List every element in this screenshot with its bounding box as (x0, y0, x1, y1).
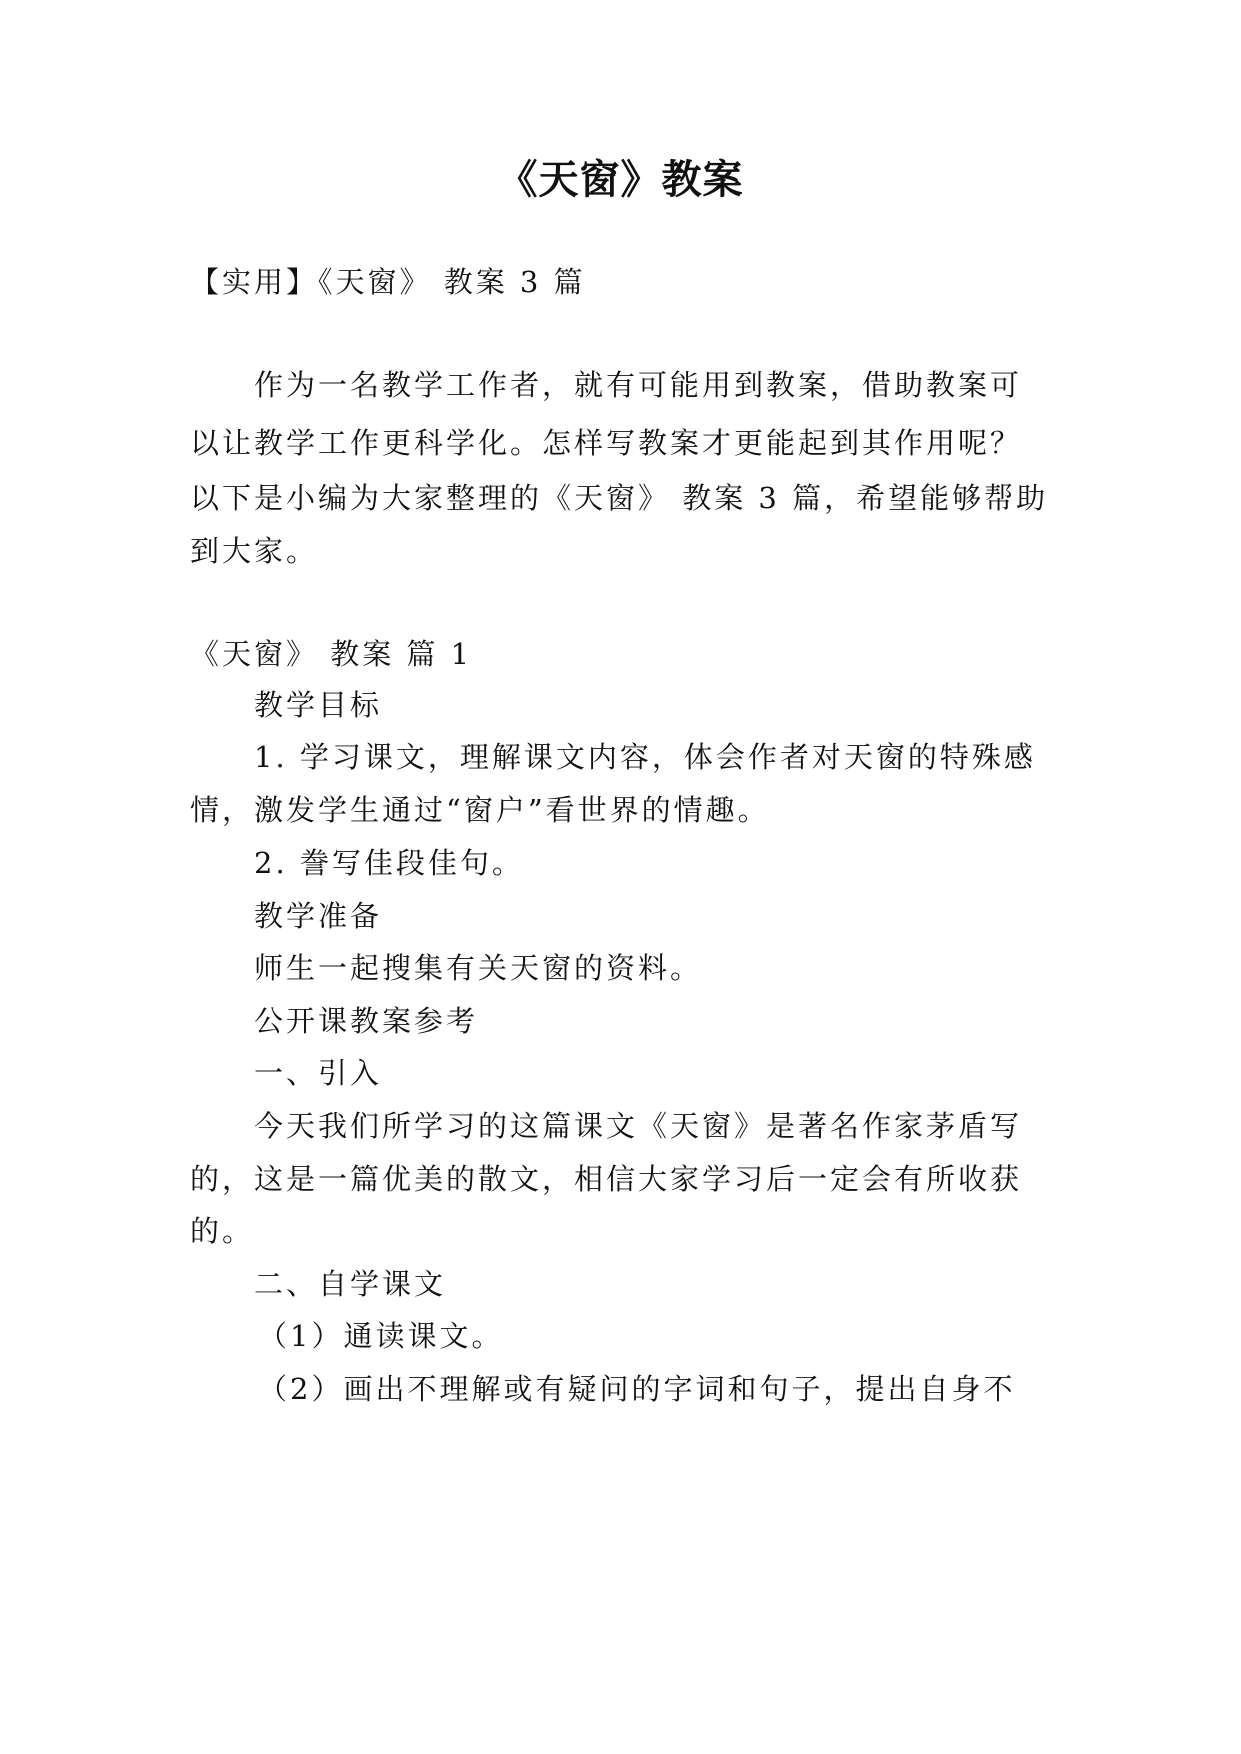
body-line-4: 2. 誊写佳段佳句。 (254, 846, 524, 880)
body-line-1: 教学目标 (254, 688, 383, 722)
body-line-12: 二、自学课文 (254, 1267, 447, 1301)
body-line-6: 师生一起搜集有关天窗的资料。 (254, 951, 703, 985)
body-line-5: 教学准备 (254, 899, 383, 933)
body-line-9: 今天我们所学习的这篇课文《天窗》是著名作家茅盾写 (254, 1109, 1023, 1143)
intro-line-3: 以下是小编为大家整理的《天窗》 教案 3 篇，希望能够帮助 (190, 481, 1049, 515)
body-line-2: 1. 学习课文，理解课文内容，体会作者对天窗的特殊感 (254, 740, 1036, 774)
section-heading: 《天窗》 教案 篇 1 (190, 637, 473, 671)
intro-line-4: 到大家。 (190, 534, 319, 568)
intro-line-2: 以让教学工作更科学化。怎样写教案才更能起到其作用呢？ (190, 426, 1023, 460)
body-line-7: 公开课教案参考 (254, 1004, 479, 1038)
body-line-8: 一、引入 (254, 1056, 383, 1090)
body-line-11: 的。 (190, 1214, 255, 1248)
body-line-13: （1）通读课文。 (258, 1319, 504, 1353)
document-title: 《天窗》教案 (497, 157, 744, 203)
document-subtitle: 【实用】《天窗》 教案 3 篇 (190, 265, 586, 299)
body-line-10: 的，这是一篇优美的散文，相信大家学习后一定会有所收获 (190, 1162, 1023, 1196)
body-line-14: （2）画出不理解或有疑问的字词和句子，提出自身不 (258, 1372, 1016, 1406)
body-line-3: 情，激发学生通过“窗户”看世界的情趣。 (190, 793, 770, 827)
intro-line-1: 作为一名教学工作者，就有可能用到教案，借助教案可 (254, 368, 1023, 402)
